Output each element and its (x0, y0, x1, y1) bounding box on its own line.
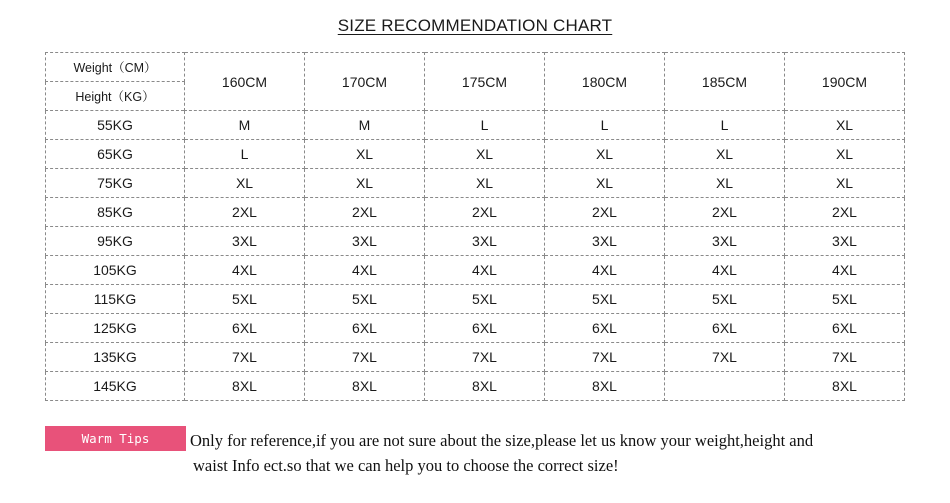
size-cell: 8XL (545, 372, 665, 401)
size-cell: 7XL (545, 343, 665, 372)
size-cell: 7XL (665, 343, 785, 372)
column-header: 175CM (425, 53, 545, 111)
size-cell: 6XL (305, 314, 425, 343)
size-cell: 3XL (545, 227, 665, 256)
size-cell: 7XL (305, 343, 425, 372)
row-weight-label: 55KG (46, 111, 185, 140)
size-table-body (46, 53, 905, 401)
table-row (46, 169, 905, 198)
size-cell: XL (305, 169, 425, 198)
size-cell: 3XL (785, 227, 905, 256)
header-height-label: Height（KG） (46, 82, 185, 111)
size-cell (665, 372, 785, 401)
size-cell: XL (185, 169, 305, 198)
size-cell: XL (665, 140, 785, 169)
size-cell: 2XL (545, 198, 665, 227)
tips-line-1: Only for reference,if you are not sure about the size,please let us know your weight,height and (190, 431, 814, 450)
size-cell: 8XL (425, 372, 545, 401)
table-row (46, 314, 905, 343)
size-cell: XL (425, 169, 545, 198)
size-cell: 8XL (185, 372, 305, 401)
header-weight-label: Weight（CM） (46, 53, 185, 82)
size-cell: XL (785, 169, 905, 198)
table-row (46, 256, 905, 285)
row-weight-label: 95KG (46, 227, 185, 256)
table-row (46, 227, 905, 256)
row-weight-label: 65KG (46, 140, 185, 169)
size-cell: 5XL (305, 285, 425, 314)
size-cell: L (185, 140, 305, 169)
size-cell: 4XL (185, 256, 305, 285)
size-cell: 2XL (425, 198, 545, 227)
table-row (46, 140, 905, 169)
table-row (46, 285, 905, 314)
size-cell: XL (545, 169, 665, 198)
column-header: 185CM (665, 53, 785, 111)
size-cell: 6XL (425, 314, 545, 343)
row-weight-label: 115KG (46, 285, 185, 314)
row-weight-label: 105KG (46, 256, 185, 285)
size-cell: 2XL (785, 198, 905, 227)
size-cell: 2XL (665, 198, 785, 227)
size-cell: 8XL (785, 372, 905, 401)
size-table (45, 52, 905, 401)
size-cell: XL (665, 169, 785, 198)
row-weight-label: 85KG (46, 198, 185, 227)
tips-line-2: waist Info ect.so that we can help you to choose the correct size! (193, 456, 619, 475)
size-cell: L (665, 111, 785, 140)
size-cell: XL (785, 111, 905, 140)
table-row (46, 372, 905, 401)
size-cell: 4XL (785, 256, 905, 285)
table-row (46, 111, 905, 140)
tips-text (190, 428, 910, 478)
size-cell: 6XL (545, 314, 665, 343)
size-cell: 5XL (425, 285, 545, 314)
size-cell: 4XL (305, 256, 425, 285)
warm-tips-badge: Warm Tips (45, 426, 186, 451)
row-weight-label: 135KG (46, 343, 185, 372)
size-cell: 3XL (665, 227, 785, 256)
size-cell: 4XL (665, 256, 785, 285)
size-cell: 8XL (305, 372, 425, 401)
size-cell: L (425, 111, 545, 140)
size-cell: XL (305, 140, 425, 169)
size-cell: 6XL (785, 314, 905, 343)
row-weight-label: 125KG (46, 314, 185, 343)
size-cell: XL (545, 140, 665, 169)
column-header: 170CM (305, 53, 425, 111)
size-cell: 6XL (185, 314, 305, 343)
size-cell: 2XL (185, 198, 305, 227)
size-cell: 5XL (665, 285, 785, 314)
size-cell: L (545, 111, 665, 140)
column-header: 160CM (185, 53, 305, 111)
column-header: 190CM (785, 53, 905, 111)
size-cell: 7XL (425, 343, 545, 372)
size-cell: XL (425, 140, 545, 169)
size-cell: 6XL (665, 314, 785, 343)
size-cell: 3XL (185, 227, 305, 256)
size-cell: 5XL (185, 285, 305, 314)
size-cell: 5XL (785, 285, 905, 314)
size-cell: XL (785, 140, 905, 169)
size-cell: M (305, 111, 425, 140)
size-cell: 5XL (545, 285, 665, 314)
row-weight-label: 75KG (46, 169, 185, 198)
row-weight-label: 145KG (46, 372, 185, 401)
table-header-row (46, 53, 905, 82)
size-cell: M (185, 111, 305, 140)
size-cell: 4XL (425, 256, 545, 285)
table-row (46, 198, 905, 227)
size-cell: 7XL (785, 343, 905, 372)
size-cell: 2XL (305, 198, 425, 227)
table-row (46, 343, 905, 372)
column-header: 180CM (545, 53, 665, 111)
size-cell: 7XL (185, 343, 305, 372)
size-cell: 3XL (305, 227, 425, 256)
size-cell: 3XL (425, 227, 545, 256)
size-cell: 4XL (545, 256, 665, 285)
chart-title: SIZE RECOMMENDATION CHART (337, 16, 613, 35)
